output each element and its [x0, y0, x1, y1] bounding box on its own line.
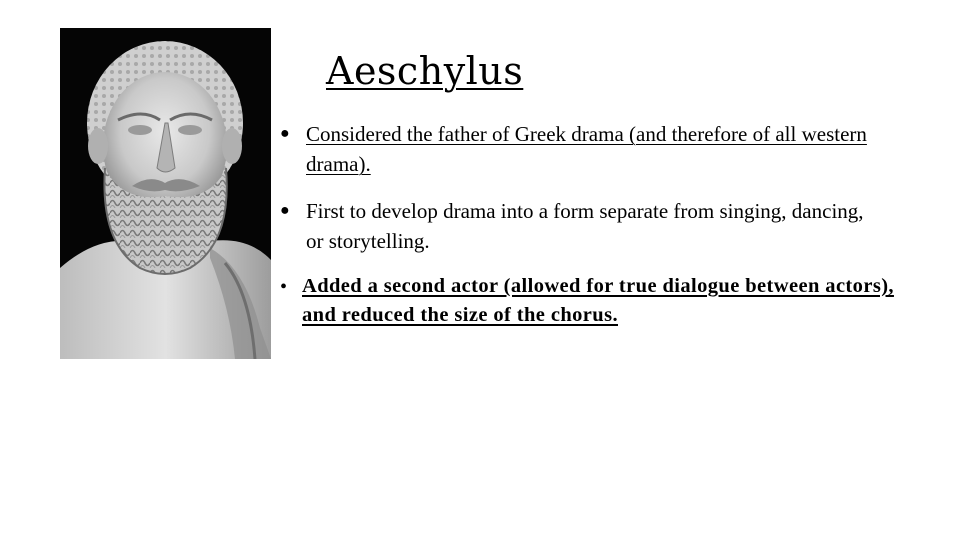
bullet-item	[280, 196, 880, 256]
bullet-marker: •	[280, 276, 288, 298]
bullet-item	[280, 272, 900, 330]
slide-title: Aeschylus	[326, 49, 524, 93]
bullet-text: Considered the father of Greek drama (and therefore of all western drama).	[306, 122, 867, 176]
bullet-text: First to develop drama into a form separate from singing, dancing, or storytelling.	[306, 199, 864, 253]
bullet-text: Added a second actor (allowed for true dialogue between actors), and reduced the size of the chorus.	[302, 275, 894, 326]
bullet-marker: ●	[280, 202, 290, 219]
bullet-marker: ●	[280, 125, 290, 142]
bullet-item	[280, 119, 880, 179]
